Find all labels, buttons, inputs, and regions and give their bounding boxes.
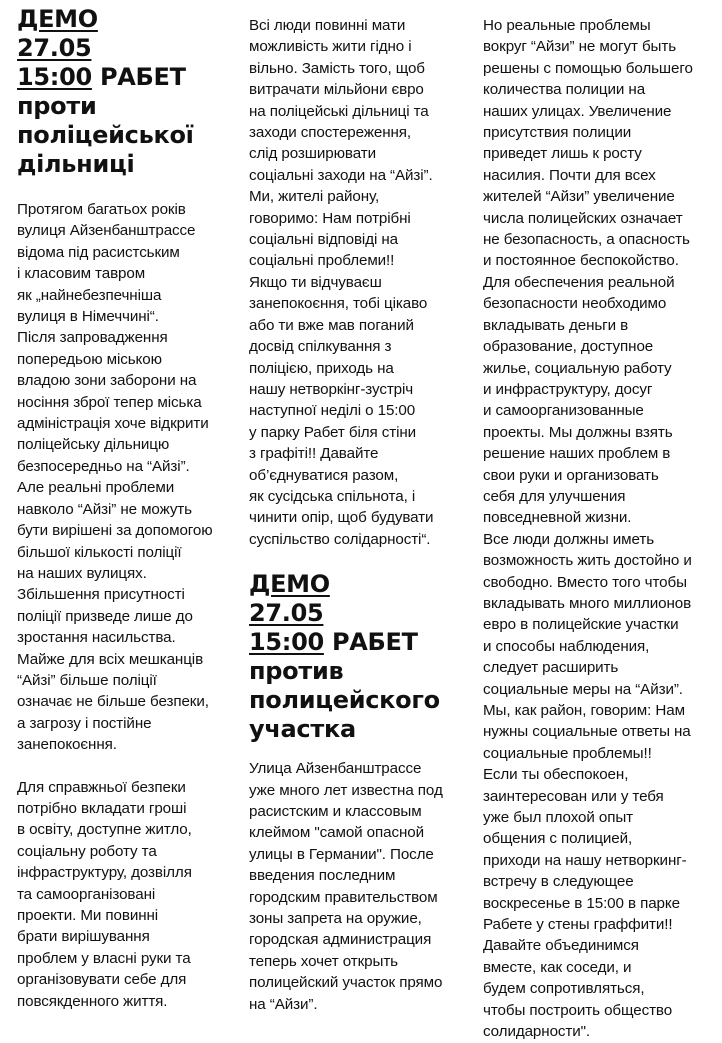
headline-date: 27.05 [249,599,324,628]
text-line: социальные меры на “Айзи”. [483,680,683,698]
text-line: евро в полицейские участки [483,616,679,634]
headline-time: 15:00 [249,628,324,657]
headline-line-5: полицейского [249,686,440,715]
text-line: Для обеспечения реальной [483,273,675,291]
text-line: потрібно вкладати гроші [17,799,187,817]
text-line: безопасности необходимо [483,295,667,313]
text-line: следует расширить [483,659,619,677]
text-line: и способы наблюдения, [483,637,650,655]
text-line: зоны запрета на оружие, [249,910,422,927]
text-line: вкладывать много миллионов [483,594,692,612]
text-line: чинити опір, щоб будувати [249,509,434,527]
text-line: означає не більше безпеки, [17,693,209,711]
text-line: повседневной жизни. [483,509,632,527]
text-line: улицы в Германии". После [249,845,434,863]
headline-line-6: дільниці [17,150,135,178]
text-line: нужны социальные ответы на [483,723,691,741]
text-line: себя для улучшения [483,487,626,505]
text-line: воскресенье в 15:00 в парке [483,894,680,912]
text-line: наступної неділі о 15:00 [249,402,416,420]
text-line: Для справжньої безпеки [17,778,186,796]
text-line: як „найнебезпечніша [17,286,162,304]
text-line: числа полицейских означает [483,209,683,227]
text-line: Якщо ти відчуваєш [249,273,382,291]
text-line: присутствия полиции [483,124,632,142]
text-line: досвід спілкування з [249,338,392,356]
text-line: витрачати мільйони євро [249,81,424,99]
text-line: проекты. Мы должны взять [483,423,673,441]
text-line: занепокоєння, тобі цікаво [249,295,428,313]
text-line: Ми, жителі району, [249,188,380,206]
headline-line-4: проти [17,92,97,120]
text-line: свободно. Вместо того чтобы [483,573,687,591]
text-line: заходи спостереження, [249,124,412,142]
text-line: безпосередньо на “Айзі”. [17,457,190,475]
text-line: солидарности". [483,1023,591,1041]
text-line: та самоорганізовані [17,885,156,903]
headline-line-5: поліцейської [17,121,194,149]
text-line: суспільство солідарності“. [249,530,431,548]
text-line: Мы, как район, говорим: Нам [483,702,685,719]
text-line: вместе, как соседи, и [483,958,632,976]
text-line: Майже для всіх мешканців [17,650,204,668]
ukrainian-paragraph-1 [17,199,245,756]
text-line: на “Айзи”. [249,995,318,1013]
text-line: социальные проблемы!! [483,744,652,762]
text-line: а загрозу і постійне [17,714,152,732]
text-line: и инфраструктуру, досуг [483,380,653,398]
headline-time: 15:00 [17,63,92,91]
text-line: відома під расистським [17,243,180,261]
text-line: возможность жить достойно и [483,552,692,570]
text-line: попередьою міською [17,350,162,368]
text-line: поліцейську дільницю [17,436,170,454]
text-line: Если ты обеспокоен, [483,766,629,784]
text-line: и самоорганизованные [483,402,644,420]
text-line: Рабете у стены граффити!! [483,916,673,934]
text-line: Збільшення присутності [17,586,185,604]
text-line: заинтересован или у тебя [483,787,664,805]
text-line: общения с полицией, [483,830,633,848]
text-line: наших улицах. Увеличение [483,102,672,120]
text-line: нашу нетворкінг-зустріч [249,380,414,398]
text-line: Давайте объединимся [483,937,639,955]
text-line: чтобы построить общество [483,1001,673,1019]
text-line: і класовим тавром [17,265,146,283]
text-line: уже много лет известна под [249,781,443,799]
text-line: соціальні заходи на “Айзі”. [249,166,433,184]
text-line: повсякденного життя. [17,992,168,1010]
text-line: проблем у власні руки та [17,949,191,967]
ukrainian-paragraph-2 [17,777,245,1012]
text-line: “Айзі” більше поліції [17,671,157,689]
text-line: об’єднуватися разом, [249,466,399,484]
headline-demo: ДЕМО [249,570,330,599]
text-line: количества полиции на [483,81,646,99]
text-line: приведет лишь к росту [483,145,642,163]
russian-column-right [483,15,717,1043]
ukrainian-column-left [17,5,245,1012]
ukrainian-paragraph-3 [249,15,481,550]
text-line: жителей “Айзи” увеличение [483,188,675,206]
text-line: вкладывать деньги в [483,316,629,334]
text-line: навколо “Айзі” не можуть [17,500,192,518]
text-line: Після запровадження [17,329,168,347]
text-line: зростання насильства. [17,629,176,647]
text-line: говоримо: Нам потрібні [249,209,411,227]
text-line: вулиця Айзенбанштрассе [17,222,196,240]
text-line: інфраструктуру, дозвілля [17,864,192,882]
russian-paragraph-1 [249,758,481,1015]
text-line: соціальні проблеми!! [249,252,395,270]
text-line: більшої кількості поліції [17,543,182,561]
text-line: у парку Рабет біля стіни [249,423,417,441]
headline-place: РАБЕТ [331,628,418,657]
text-line: організовувати себе для [17,971,187,989]
text-line: теперь хочет открыть [249,952,398,970]
text-line: можливість жити гідно і [249,38,412,56]
text-line: владою зони заборони на [17,372,197,390]
russian-paragraph-2 [483,15,717,1043]
text-line: на наших вулицях. [17,564,147,582]
text-line: на поліцейські дільниці та [249,102,429,120]
text-line: Улица Айзенбанштрассе [249,760,422,778]
text-line: соціальні відповіді на [249,231,398,249]
text-line: проекти. Ми повинні [17,907,159,924]
text-line: не безопасность, а опасность [483,231,690,249]
text-line: введения последним [249,867,396,885]
text-line: городским правительством [249,888,438,906]
text-line: и постоянное беспокойство. [483,252,679,270]
text-line: слід розширювати [249,145,376,163]
middle-column [249,15,481,1015]
text-line: Но реальные проблемы [483,17,651,34]
text-line: адміністрація хоче відкрити [17,415,209,433]
text-line: з графіті!! Давайте [249,445,379,463]
headline-line-6: участка [249,715,356,744]
text-line: решены с помощью большего [483,59,693,77]
text-line: образование, доступное [483,338,654,356]
text-line: Але реальні проблеми [17,479,175,497]
text-line: свои руки и организовать [483,466,659,484]
text-line: Всі люди повинні мати [249,17,406,34]
text-line: Протягом багатьох років [17,201,186,218]
text-line: занепокоєння. [17,736,117,754]
headline-line-4: против [249,657,344,686]
text-line: як сусідська спільнота, і [249,487,416,505]
headline-place: РАБЕТ [99,63,186,91]
text-line: або ти вже мав поганий [249,316,414,334]
text-line: вулиця в Німеччині“. [17,308,159,326]
russian-headline [249,570,481,744]
text-line: соціальну роботу та [17,842,157,860]
text-line: в освіту, доступне житло, [17,821,192,839]
text-line: жилье, социальную работу [483,359,672,377]
text-line: поліцією, приходь на [249,359,394,377]
text-line: полицейский участок прямо [249,974,443,992]
text-line: бути вирішені за допомогою [17,522,213,540]
text-line: клеймом "самой опасной [249,824,425,842]
text-line: вільно. Замість того, щоб [249,59,425,77]
text-line: решение наших проблем в [483,445,671,463]
text-line: насилия. Почти для всех [483,166,656,184]
text-line: носіння зброї тепер міська [17,393,202,411]
text-line: уже был плохой опыт [483,809,634,827]
text-line: вокруг “Айзи” не могут быть [483,38,677,56]
ukrainian-headline [17,5,245,179]
text-line: расистским и классовым [249,802,422,820]
text-line: будем сопротивляться, [483,980,645,998]
text-line: встречу в следующее [483,873,634,891]
headline-demo: ДЕМО [17,5,98,33]
text-line: приходи на нашу нетворкинг- [483,851,687,869]
text-line: городская администрация [249,931,432,949]
text-line: брати вирішування [17,928,150,946]
text-line: Все люди должны иметь [483,530,655,548]
headline-date: 27.05 [17,34,92,62]
text-line: поліції призведе лише до [17,607,193,625]
